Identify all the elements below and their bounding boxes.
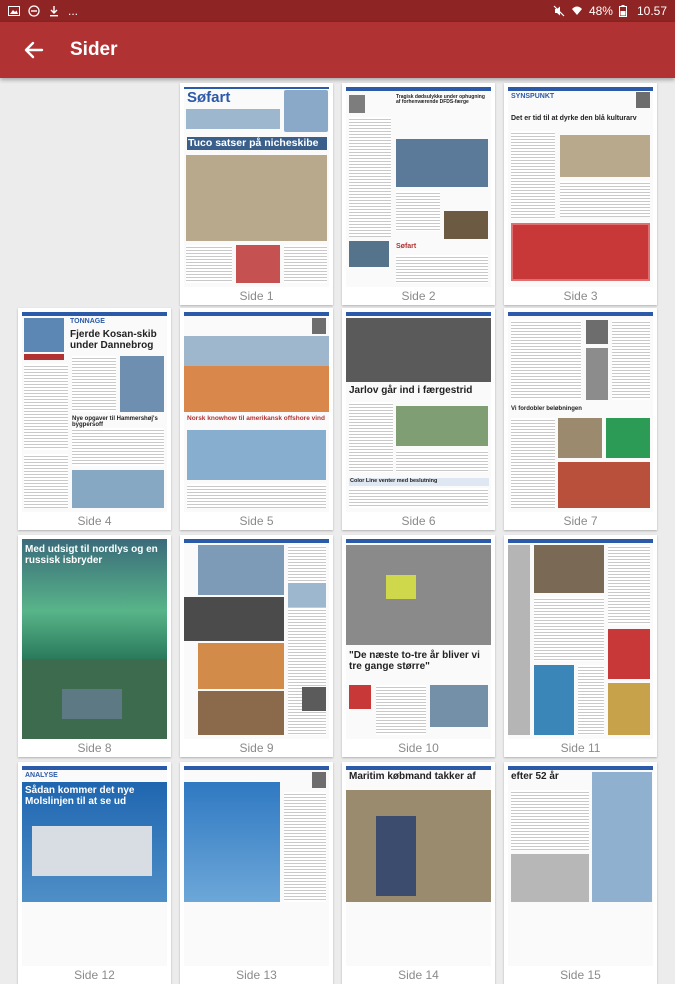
page-label: Side 4 [77,514,112,528]
page-thumbnail [184,87,329,287]
subhead: Nye opgaver til Hammershøj's bygpersoff [72,416,158,429]
page-grid [0,78,675,982]
section-label: ANALYSE [25,772,58,779]
page-thumbnail [22,312,167,512]
page-thumbnail [346,312,491,512]
section-label: SYNSPUNKT [511,93,555,100]
page-label: Side 14 [398,968,439,982]
page-tile[interactable] [342,762,495,984]
mute-icon [553,5,565,17]
footer-brand: Søfart [396,243,417,250]
photo [346,545,491,645]
section-label: TONNAGE [70,318,105,325]
masthead: Søfart [187,89,231,106]
main-photo [186,155,327,241]
headline: Tragisk dødsulykke under ophugning af forhenværende DFDS-færge [396,94,485,106]
page-thumbnail [22,766,167,966]
page-label: Side 10 [398,741,439,755]
clock: 10.57 [636,4,667,18]
do-not-disturb-icon [28,5,40,17]
page-label: Side 13 [236,968,277,982]
page-title: Sider [70,39,118,60]
back-arrow-icon[interactable] [20,36,48,64]
page-tile[interactable] [180,308,333,530]
image-icon [8,5,20,17]
page-tile[interactable] [180,535,333,757]
subhead: Color Line venter med beslutning [349,478,489,486]
headline: Det er tid til at dyrke den blå kulturarv [511,115,637,122]
page-label: Side 6 [401,514,436,528]
page-thumbnail [184,312,329,512]
page-tile[interactable] [180,83,333,305]
page-tile[interactable] [18,535,171,757]
page-thumbnail [184,766,329,966]
page-thumbnail [508,87,653,287]
page-tile[interactable] [504,762,657,984]
page-thumbnail [346,539,491,739]
page-tile[interactable] [18,762,171,984]
headline: "De næste to-tre år bliver vi tre gange større" [349,650,480,672]
page-tile[interactable] [18,308,171,530]
page-label: Side 9 [239,741,274,755]
headline: Norsk knowhow til amerikansk offshore vind [187,415,325,422]
app-bar [0,22,675,78]
battery-percent: 48% [588,4,613,18]
page-tile[interactable] [342,83,495,305]
page-label: Side 8 [77,741,112,755]
page-thumbnail [508,539,653,739]
headline: Jarlov går ind i færgestrid [349,385,473,396]
headline: Maritim købmand takker af [349,771,476,782]
portrait-photo [346,318,491,382]
page-label: Side 3 [563,289,598,303]
headline: Fjerde Kosan-skib under Dannebrog [70,329,157,351]
page-tile[interactable] [504,83,657,305]
download-icon [48,5,60,17]
page-label: Side 1 [239,289,274,303]
page-thumbnail [508,312,653,512]
page-thumbnail [346,87,491,287]
page-label: Side 5 [239,514,274,528]
more-notifications: ... [68,4,79,18]
page-thumbnail [184,539,329,739]
page-label: Side 12 [74,968,115,982]
wifi-icon [571,5,583,17]
headline: Tuco satser på nicheskibe [187,137,327,150]
page-thumbnail [22,539,167,739]
headline: Med udsigt til nordlys og en russisk isbryder [25,544,158,566]
headline: efter 52 år [511,771,559,782]
headline: Sådan kommer det nye Molslinjen til at se ud [25,785,135,807]
page-label: Side 7 [563,514,598,528]
headline: Vi fordobler beløbningen [511,406,582,412]
page-label: Side 11 [560,741,601,755]
page-thumbnail [346,766,491,966]
page-tile[interactable] [342,535,495,757]
photo [396,139,488,187]
status-bar [0,0,675,22]
page-tile[interactable] [504,535,657,757]
page-tile[interactable] [342,308,495,530]
page-thumbnail [508,766,653,966]
ship-photo [511,223,650,281]
page-label: Side 15 [560,968,601,982]
page-label: Side 2 [401,289,436,303]
page-tile[interactable] [504,308,657,530]
battery-icon [619,5,631,17]
page-tile[interactable] [180,762,333,984]
portrait-photo [284,90,328,132]
photo [186,109,280,129]
photo [346,790,491,902]
